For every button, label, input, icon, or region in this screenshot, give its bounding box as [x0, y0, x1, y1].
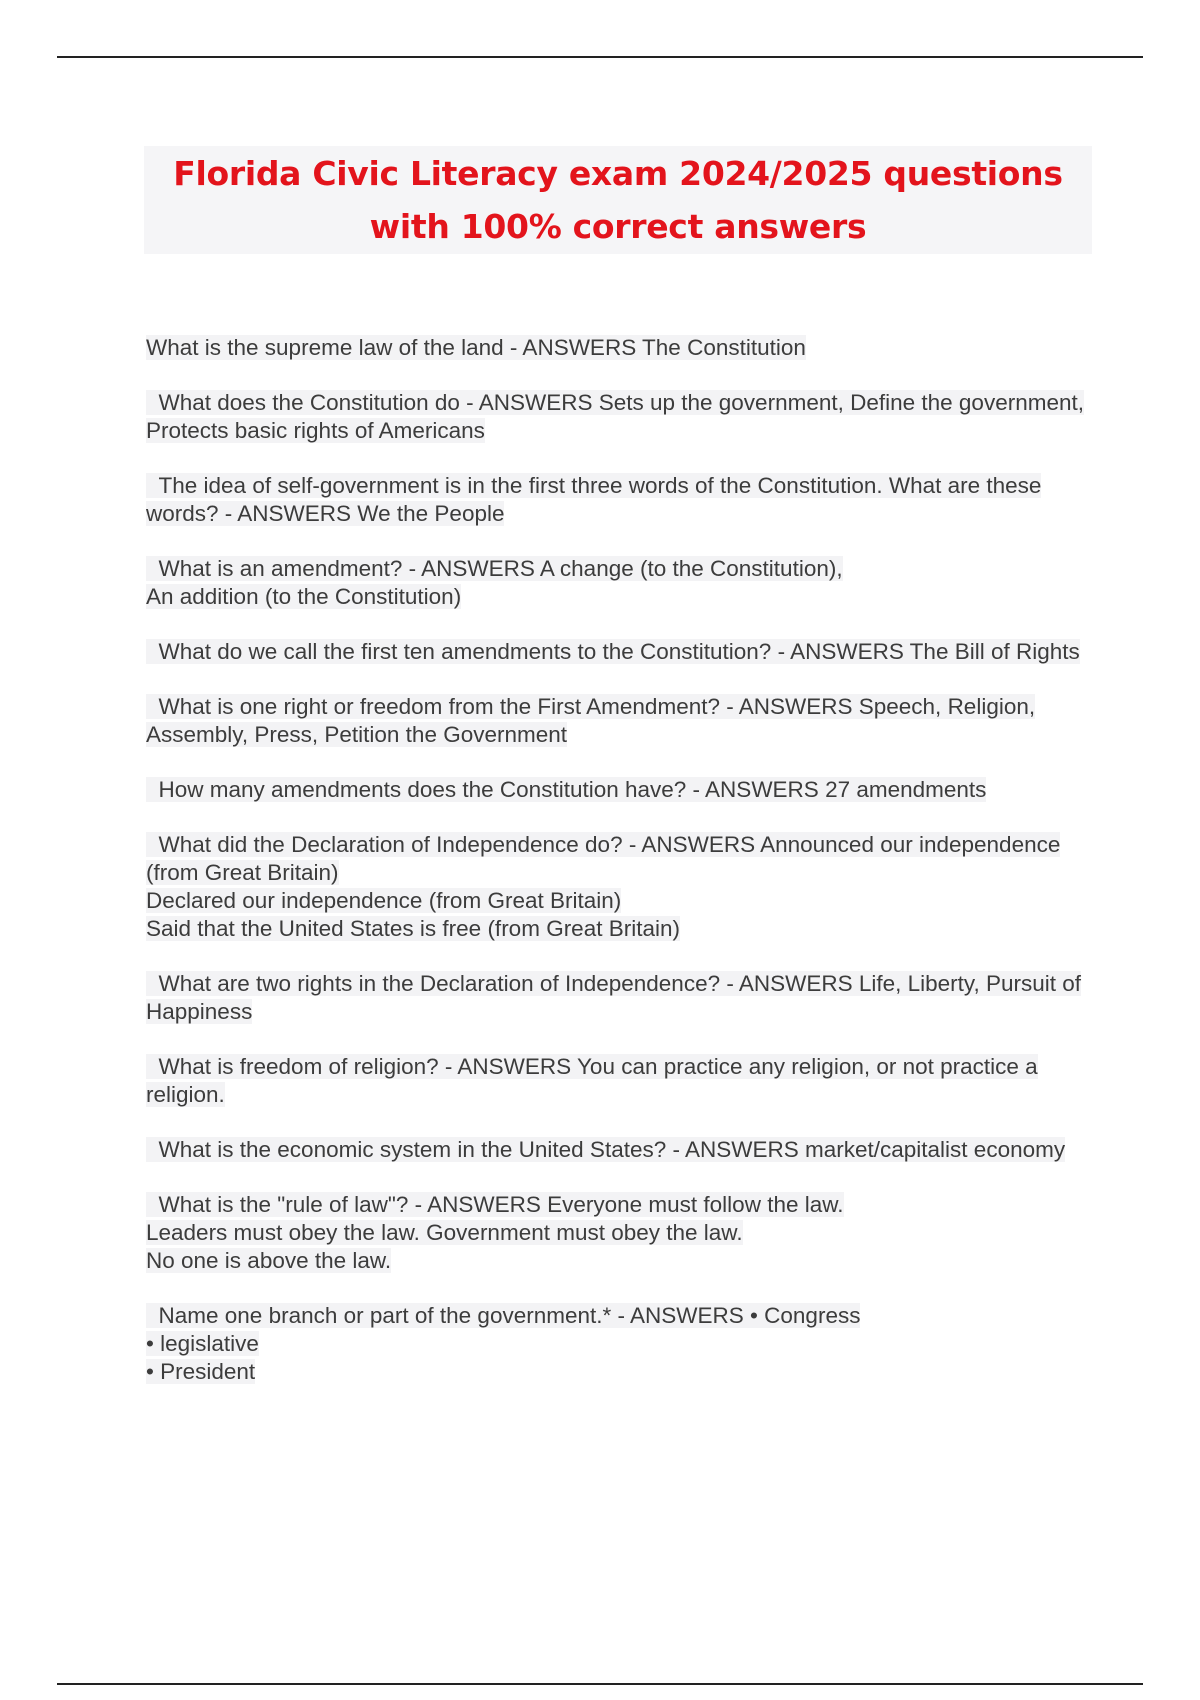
qa-item	[146, 555, 1096, 611]
qa-text: No one is above the law.	[146, 1248, 392, 1273]
qa-item	[146, 638, 1096, 666]
qa-item	[146, 776, 1096, 804]
qa-text: Name one branch or part of the government.* - ANSWERS • Congress	[146, 1303, 861, 1328]
qa-text: What is the economic system in the United States? - ANSWERS market/capitalist economy	[146, 1137, 1066, 1162]
qa-list	[146, 334, 1096, 1413]
qa-item	[146, 831, 1096, 943]
qa-text: What is an amendment? - ANSWERS A change (to the Constitution),	[146, 556, 843, 581]
top-rule	[57, 56, 1143, 58]
qa-text: What are two rights in the Declaration of Independence? - ANSWERS Life, Liberty, Pursuit of Happiness	[146, 971, 1082, 1024]
document-title	[173, 147, 1062, 253]
bottom-rule	[57, 1683, 1143, 1685]
qa-text: Said that the United States is free (from Great Britain)	[146, 916, 680, 941]
title-line-2: with 100% correct answers	[369, 207, 867, 246]
qa-text: • President	[146, 1359, 256, 1384]
qa-item	[146, 1136, 1096, 1164]
title-line-1: Florida Civic Literacy exam 2024/2025 questions	[173, 154, 1063, 193]
qa-item	[146, 693, 1096, 749]
qa-text: How many amendments does the Constitution have? - ANSWERS 27 amendments	[146, 777, 987, 802]
qa-text: What is one right or freedom from the First Amendment? - ANSWERS Speech, Religion, Assembly, Press, Petition the Government	[146, 694, 1036, 747]
qa-text: What is the "rule of law"? - ANSWERS Everyone must follow the law.	[146, 1192, 844, 1217]
qa-item	[146, 1191, 1096, 1275]
qa-text: What is the supreme law of the land - ANSWERS The Constitution	[146, 335, 806, 360]
qa-item	[146, 1302, 1096, 1386]
qa-text: What do we call the first ten amendments to the Constitution? - ANSWERS The Bill of Rights	[146, 639, 1080, 664]
qa-text: The idea of self-government is in the first three words of the Constitution. What are these words? - ANSWERS We the People	[146, 473, 1042, 526]
qa-item	[146, 389, 1096, 445]
qa-text: Declared our independence (from Great Britain)	[146, 888, 622, 913]
qa-text: An addition (to the Constitution)	[146, 584, 462, 609]
qa-item	[146, 1053, 1096, 1109]
qa-item	[146, 334, 1096, 362]
qa-text: Leaders must obey the law. Government must obey the law.	[146, 1220, 743, 1245]
qa-text: What did the Declaration of Independence do? - ANSWERS Announced our independence (from Great Britain)	[146, 832, 1061, 885]
qa-text: What is freedom of religion? - ANSWERS You can practice any religion, or not practice a religion.	[146, 1054, 1038, 1107]
title-banner	[144, 146, 1092, 254]
qa-text: What does the Constitution do - ANSWERS Sets up the government, Define the government, Protects basic rights of Americans	[146, 390, 1084, 443]
qa-text: • legislative	[146, 1331, 259, 1356]
qa-item	[146, 970, 1096, 1026]
qa-item	[146, 472, 1096, 528]
